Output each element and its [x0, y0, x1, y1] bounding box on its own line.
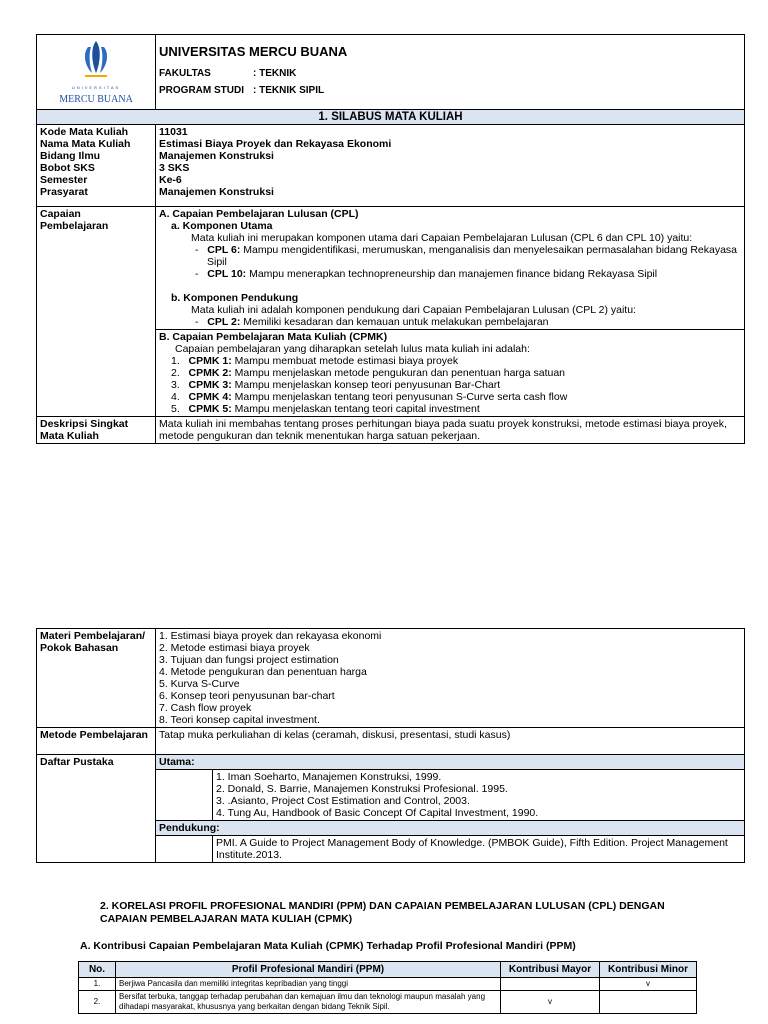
ppm-header-minor: Kontribusi Minor: [600, 962, 697, 978]
pustaka-pendukung-text: PMI. A Guide to Project Management Body of Knowledge. (PMBOK Guide), Fifth Edition. Project Management Institute.2013.: [213, 836, 745, 863]
cpmk-code: CPMK 4:: [188, 391, 232, 403]
prodi-value: : TEKNIK SIPIL: [253, 85, 325, 96]
ppm-header-profil: Profil Profesional Mandiri (PPM): [116, 962, 501, 978]
value-prasyarat: Manajemen Konstruksi: [159, 186, 274, 198]
ppm-mayor: v: [501, 991, 600, 1014]
utama-title: a. Komponen Utama: [171, 220, 273, 232]
cpmk-title: B. Capaian Pembelajaran Mata Kuliah (CPMK): [159, 331, 388, 343]
cpl10-code: CPL 10:: [207, 268, 247, 280]
cpmk-num: 1.: [171, 355, 180, 367]
materi-item: 6. Konsep teori penyusunan bar-chart: [159, 690, 335, 702]
ppm-header-no: No.: [79, 962, 116, 978]
cpmk-desc: Capaian pembelajaran yang diharapkan setelah lulus mata kuliah ini adalah:: [175, 343, 530, 355]
cpmk-code: CPMK 5:: [188, 403, 232, 415]
course-labels: [37, 125, 156, 207]
materi-item: 3. Tujuan dan fungsi project estimation: [159, 654, 339, 666]
cpl10-text: Mampu menerapkan technopreneurship dan manajemen finance bidang Rekayasa Sipil: [246, 268, 658, 280]
pustaka-utama-label: Utama:: [156, 755, 745, 770]
cpl6-code: CPL 6:: [207, 244, 241, 256]
cpl-cell: [156, 207, 745, 330]
cpl-title: A. Capaian Pembelajaran Lulusan (CPL): [159, 208, 359, 220]
pustaka-item: 4. Tung Au, Handbook of Basic Concept Of Capital Investment, 1990.: [216, 807, 539, 819]
cpl2-item: - CPL 2: Memiliki kesadaran dan kemauan untuk melakukan pembelajaran: [195, 316, 549, 328]
pustaka-label: Daftar Pustaka: [37, 755, 156, 863]
materi-item: 1. Estimasi biaya proyek dan rekayasa ekonomi: [159, 630, 382, 642]
section2-subtitle: A. Kontribusi Capaian Pembelajaran Mata Kuliah (CPMK) Terhadap Profil Profesional Mandiri (PPM): [80, 940, 576, 952]
capaian-label: Capaian Pembelajaran: [37, 207, 156, 417]
value-bidang: Manajemen Konstruksi: [159, 150, 274, 162]
ppm-text: Berjiwa Pancasila dan memiliki integritas kepribadian yang tinggi: [116, 978, 501, 991]
logo-text: MERCU BUANA: [59, 93, 133, 105]
cpmk-code: CPMK 3:: [188, 379, 232, 391]
ppm-table: [78, 961, 697, 1014]
syllabus-table-continued: [36, 628, 745, 863]
metode-label: Metode Pembelajaran: [37, 728, 156, 755]
deskripsi-label: Deskripsi Singkat Mata Kuliah: [37, 417, 156, 444]
pustaka-spacer: [156, 836, 213, 863]
logo-small-text: UNIVERSITAS: [71, 84, 121, 90]
value-semester: Ke-6: [159, 174, 182, 186]
label-bidang: Bidang Ilmu: [40, 150, 101, 162]
cpmk-code: CPMK 2:: [188, 367, 232, 379]
ppm-header-mayor: Kontribusi Mayor: [501, 962, 600, 978]
ppm-minor: v: [600, 978, 697, 991]
university-name: UNIVERSITAS MERCU BUANA: [159, 44, 348, 59]
fakultas-value: : TEKNIK: [253, 68, 297, 79]
course-values: [156, 125, 745, 207]
prodi-label: PROGRAM STUDI: [159, 85, 244, 96]
cpmk-item: [159, 355, 741, 367]
ppm-no: 2.: [79, 991, 116, 1014]
value-nama: Estimasi Biaya Proyek dan Rekayasa Ekonomi: [159, 138, 392, 150]
label-semester: Semester: [40, 174, 88, 186]
cpmk-item: [159, 367, 741, 379]
ppm-minor: [600, 991, 697, 1014]
cpmk-text: Mampu menjelaskan metode pengukuran dan penentuan harga satuan: [231, 367, 566, 379]
cpl6-item: - CPL 6: Mampu mengidentifikasi, merumuskan, menganalisis dan menyelesaikan permasalahan bidang Rekayasa Sipil: [195, 244, 738, 268]
label-bobot: Bobot SKS: [40, 162, 95, 174]
materi-item: 4. Metode pengukuran dan penentuan harga: [159, 666, 367, 678]
section2-title: 2. KORELASI PROFIL PROFESIONAL MANDIRI (PPM) DAN CAPAIAN PEMBELAJARAN LULUSAN (CPL) DENGAN CAPAIAN PEMBELAJARAN MATA KULIAH (CPMK): [100, 900, 665, 925]
pustaka-pendukung-label: Pendukung:: [156, 821, 745, 836]
pendukung-title: b. Komponen Pendukung: [171, 292, 299, 304]
pendukung-desc: Mata kuliah ini adalah komponen pendukung dari Capaian Pembelajaran Lulusan (CPL 2) yaitu:: [191, 304, 636, 316]
cpmk-text: Mampu membuat metode estimasi biaya proyek: [231, 355, 459, 367]
pustaka-spacer: [156, 770, 213, 821]
materi-item: 8. Teori konsep capital investment.: [159, 714, 320, 726]
label-kode: Kode Mata Kuliah: [40, 126, 129, 138]
cpmk-item: [159, 379, 741, 391]
cpl6-text: Mampu mengidentifikasi, merumuskan, menganalisis dan menyelesaikan permasalahan bidang Rekayasa Sipil: [207, 244, 738, 268]
materi-cell: [156, 629, 745, 728]
logo-cell: [37, 35, 156, 110]
section-title: 1. SILABUS MATA KULIAH: [37, 110, 745, 125]
value-bobot: 3 SKS: [159, 162, 190, 174]
cpmk-num: 2.: [171, 367, 180, 379]
cpmk-cell: [156, 330, 745, 417]
pustaka-item: 1. Iman Soeharto, Manajemen Konstruksi, 1999.: [216, 771, 442, 783]
cpl2-text: Memiliki kesadaran dan kemauan untuk melakukan pembelajaran: [240, 316, 549, 328]
label-nama: Nama Mata Kuliah: [40, 138, 131, 150]
utama-desc: Mata kuliah ini merupakan komponen utama dari Capaian Pembelajaran Lulusan (CPL 6 dan CPL 10) yaitu:: [191, 232, 693, 244]
cpmk-num: 5.: [171, 403, 180, 415]
header-cell: [156, 35, 745, 110]
cpmk-item: [159, 391, 741, 403]
cpl2-code: CPL 2:: [207, 316, 241, 328]
cpmk-code: CPMK 1:: [188, 355, 232, 367]
ppm-mayor: [501, 978, 600, 991]
pustaka-utama-list: [213, 770, 745, 821]
cpmk-num: 4.: [171, 391, 180, 403]
syllabus-table: [36, 34, 745, 444]
cpl10-item: - CPL 10: Mampu menerapkan technopreneurship dan manajemen finance bidang Rekayasa Sipil: [195, 268, 658, 280]
cpmk-text: Mampu menjelaskan tentang teori penyusunan S-Curve serta cash flow: [231, 391, 568, 403]
materi-label: Materi Pembelajaran/ Pokok Bahasan: [37, 629, 156, 728]
ppm-text: Bersifat terbuka, tanggap terhadap perubahan dan kemajuan ilmu dan teknologi maupun masalah yang dihadapi masyarakat, khususnya yang berkaitan dengan bidang Teknik Sipil.: [116, 991, 501, 1014]
metode-text: Tatap muka perkuliahan di kelas (ceramah, diskusi, presentasi, studi kasus): [156, 728, 745, 755]
label-prasyarat: Prasyarat: [40, 186, 88, 198]
cpmk-num: 3.: [171, 379, 180, 391]
ppm-no: 1.: [79, 978, 116, 991]
fakultas-label: FAKULTAS: [159, 68, 211, 79]
materi-item: 2. Metode estimasi biaya proyek: [159, 642, 310, 654]
pustaka-item: 2. Donald, S. Barrie, Manajemen Konstruksi Profesional. 1995.: [216, 783, 508, 795]
materi-item: 5. Kurva S-Curve: [159, 678, 240, 690]
deskripsi-text: Mata kuliah ini membahas tentang proses perhitungan biaya pada suatu proyek konstruksi, metode estimasi biaya proyek, metode pengukuran dan teknik menentukan harga satuan pekerjaan.: [156, 417, 745, 444]
cpmk-item: [159, 403, 741, 415]
materi-item: 7. Cash flow proyek: [159, 702, 252, 714]
table-row: [79, 991, 697, 1014]
value-kode: 11031: [159, 126, 188, 138]
cpmk-text: Mampu menjelaskan tentang teori capital investment: [231, 403, 480, 415]
university-logo-icon: [79, 39, 113, 79]
table-row: [79, 978, 697, 991]
pustaka-item: 3. .Asianto, Project Cost Estimation and Control, 2003.: [216, 795, 470, 807]
cpmk-text: Mampu menjelaskan konsep teori penyusunan Bar-Chart: [231, 379, 501, 391]
